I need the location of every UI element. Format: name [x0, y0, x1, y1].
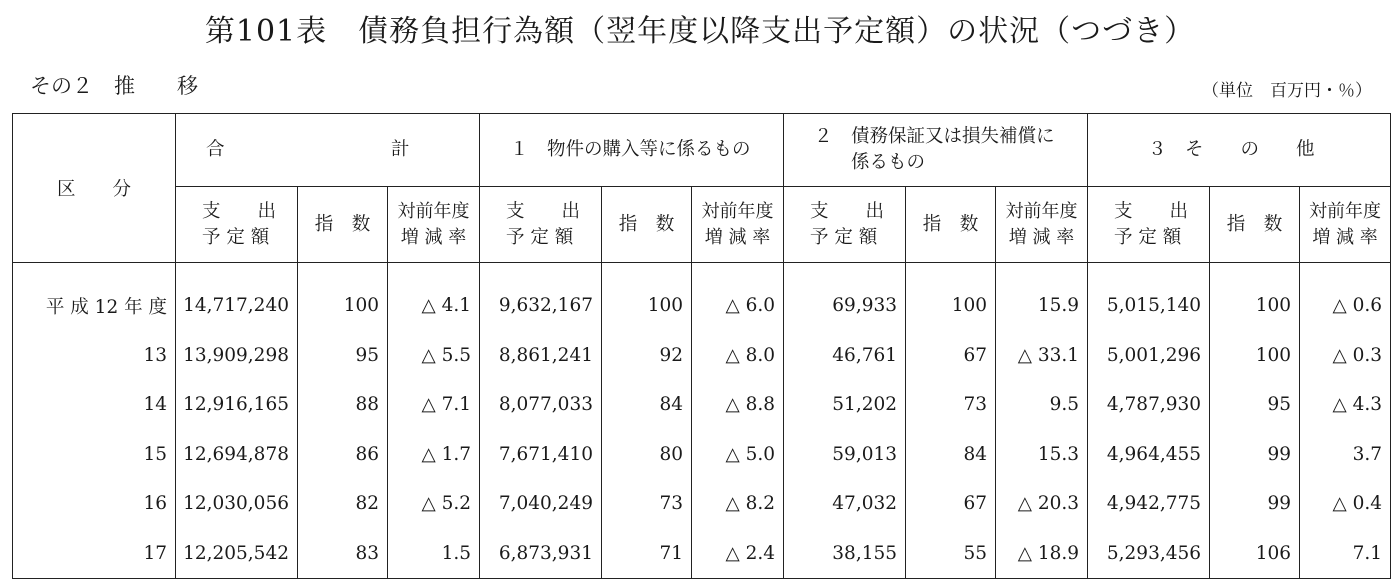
header-row-groups — [13, 114, 1391, 187]
amount-cell: 9,632,167 — [480, 263, 602, 331]
section-subtitle: その２ 推 移 — [30, 74, 198, 98]
index-cell: 67 — [906, 331, 996, 381]
index-cell: 84 — [906, 430, 996, 480]
rate-cell: △ 4.3 — [1300, 380, 1391, 430]
amount-cell: 13,909,298 — [176, 331, 298, 381]
rate-cell: △ 1.7 — [388, 430, 480, 480]
row-label: 14 — [13, 380, 176, 430]
subheader-rate: 対前年度 増 減 率 — [1300, 187, 1391, 263]
row-label: 15 — [13, 430, 176, 480]
rate-cell: 9.5 — [996, 380, 1088, 430]
rate-cell: 1.5 — [388, 529, 480, 579]
index-cell: 100 — [906, 263, 996, 331]
group-header-guarantee: ２ 債務保証又は損失補償に 係るもの — [784, 114, 1088, 187]
index-cell: 84 — [602, 380, 692, 430]
subheader-amount: 支 出 予 定 額 — [176, 187, 298, 263]
amount-cell: 7,040,249 — [480, 479, 602, 529]
index-cell: 95 — [1210, 380, 1300, 430]
rate-cell: △ 18.9 — [996, 529, 1088, 579]
table-row — [13, 331, 1391, 381]
subheader-rate: 対前年度 増 減 率 — [692, 187, 784, 263]
rate-cell: △ 7.1 — [388, 380, 480, 430]
table-row — [13, 430, 1391, 480]
row-label: 13 — [13, 331, 176, 381]
rate-cell: △ 0.6 — [1300, 263, 1391, 331]
row-label: 17 — [13, 529, 176, 579]
index-cell: 106 — [1210, 529, 1300, 579]
rate-cell: △ 0.4 — [1300, 479, 1391, 529]
index-cell: 99 — [1210, 479, 1300, 529]
rate-cell: 15.3 — [996, 430, 1088, 480]
index-cell: 80 — [602, 430, 692, 480]
index-cell: 100 — [602, 263, 692, 331]
rate-cell: △ 33.1 — [996, 331, 1088, 381]
rate-cell: △ 8.2 — [692, 479, 784, 529]
header-row-subheaders — [13, 187, 1391, 263]
data-table — [12, 113, 1391, 579]
index-cell: 82 — [298, 479, 388, 529]
unit-note: （単位 百万円・％） — [1202, 81, 1372, 101]
amount-cell: 47,032 — [784, 479, 906, 529]
subheader-index: 指 数 — [1210, 187, 1300, 263]
amount-cell: 5,015,140 — [1088, 263, 1210, 331]
index-cell: 55 — [906, 529, 996, 579]
corner-header: 区 分 — [13, 114, 176, 263]
subheader-index: 指 数 — [298, 187, 388, 263]
rate-cell: △ 2.4 — [692, 529, 784, 579]
index-cell: 92 — [602, 331, 692, 381]
rate-cell: 7.1 — [1300, 529, 1391, 579]
amount-cell: 4,787,930 — [1088, 380, 1210, 430]
rate-cell: △ 6.0 — [692, 263, 784, 331]
amount-cell: 59,013 — [784, 430, 906, 480]
index-cell: 73 — [906, 380, 996, 430]
index-cell: 83 — [298, 529, 388, 579]
index-cell: 100 — [298, 263, 388, 331]
page-title: 第101表 債務負担行為額（翌年度以降支出予定額）の状況（つづき） — [204, 14, 1196, 49]
amount-cell: 69,933 — [784, 263, 906, 331]
rate-cell: 3.7 — [1300, 430, 1391, 480]
amount-cell: 7,671,410 — [480, 430, 602, 480]
table-row — [13, 529, 1391, 579]
row-label: 平 成 12 年 度 — [13, 263, 176, 331]
amount-cell: 12,030,056 — [176, 479, 298, 529]
index-cell: 100 — [1210, 263, 1300, 331]
subheader-amount: 支 出 予 定 額 — [480, 187, 602, 263]
subheader-amount: 支 出 予 定 額 — [1088, 187, 1210, 263]
index-cell: 100 — [1210, 331, 1300, 381]
rate-cell: △ 5.5 — [388, 331, 480, 381]
subheader-rate: 対前年度 増 減 率 — [996, 187, 1088, 263]
rate-cell: △ 0.3 — [1300, 331, 1391, 381]
amount-cell: 5,293,456 — [1088, 529, 1210, 579]
amount-cell: 38,155 — [784, 529, 906, 579]
amount-cell: 46,761 — [784, 331, 906, 381]
index-cell: 86 — [298, 430, 388, 480]
amount-cell: 14,717,240 — [176, 263, 298, 331]
index-cell: 88 — [298, 380, 388, 430]
index-cell: 67 — [906, 479, 996, 529]
rate-cell: △ 4.1 — [388, 263, 480, 331]
table-row — [13, 479, 1391, 529]
amount-cell: 4,942,775 — [1088, 479, 1210, 529]
amount-cell: 4,964,455 — [1088, 430, 1210, 480]
amount-cell: 12,694,878 — [176, 430, 298, 480]
index-cell: 73 — [602, 479, 692, 529]
rate-cell: △ 8.0 — [692, 331, 784, 381]
subheader-amount: 支 出 予 定 額 — [784, 187, 906, 263]
row-label: 16 — [13, 479, 176, 529]
rate-cell: △ 8.8 — [692, 380, 784, 430]
amount-cell: 8,077,033 — [480, 380, 602, 430]
table-row — [13, 263, 1391, 331]
rate-cell: 15.9 — [996, 263, 1088, 331]
amount-cell: 6,873,931 — [480, 529, 602, 579]
table-row — [13, 380, 1391, 430]
index-cell: 71 — [602, 529, 692, 579]
amount-cell: 8,861,241 — [480, 331, 602, 381]
subheader-index: 指 数 — [602, 187, 692, 263]
subheader-rate: 対前年度 増 減 率 — [388, 187, 480, 263]
group-header-other: ３ そ の 他 — [1088, 114, 1391, 187]
amount-cell: 12,916,165 — [176, 380, 298, 430]
amount-cell: 12,205,542 — [176, 529, 298, 579]
group-header-purchase: １ 物件の購入等に係るもの — [480, 114, 784, 187]
rate-cell: △ 5.2 — [388, 479, 480, 529]
group-header-total: 合 計 — [176, 114, 480, 187]
table-body — [13, 263, 1391, 579]
amount-cell: 5,001,296 — [1088, 331, 1210, 381]
subheader-index: 指 数 — [906, 187, 996, 263]
rate-cell: △ 5.0 — [692, 430, 784, 480]
index-cell: 99 — [1210, 430, 1300, 480]
index-cell: 95 — [298, 331, 388, 381]
amount-cell: 51,202 — [784, 380, 906, 430]
rate-cell: △ 20.3 — [996, 479, 1088, 529]
